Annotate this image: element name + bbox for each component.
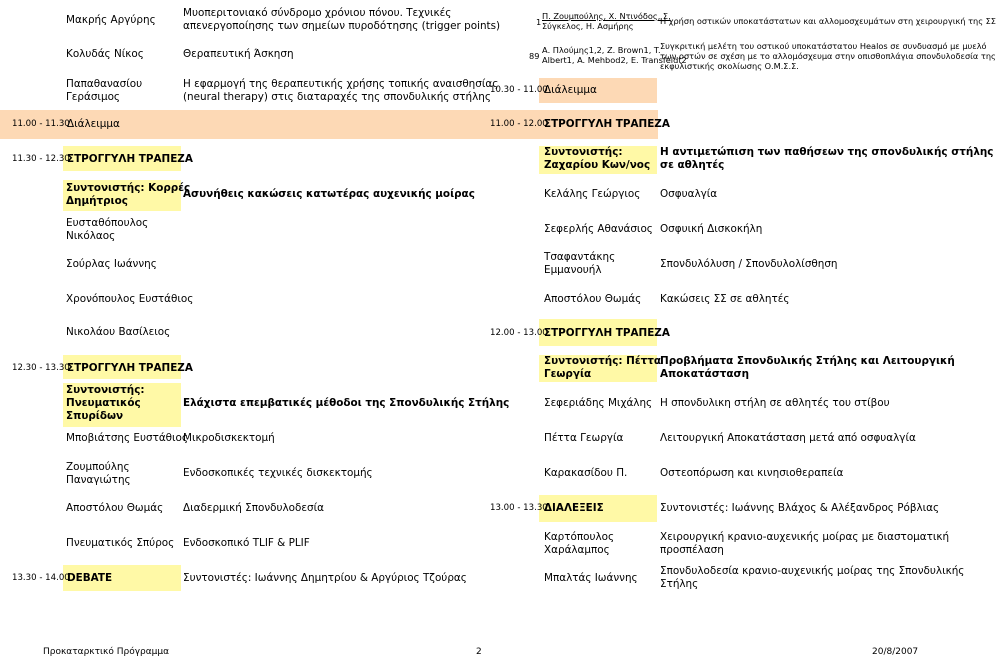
speaker-name: Καρακασίδου Π.: [544, 467, 628, 479]
session-title: Προβλήματα Σπονδυλικής Στήλης και Λειτουργική: [660, 355, 955, 367]
speaker-name: Σεφερλής Αθανάσιος: [544, 223, 653, 235]
abstract-title: εκφυλιστικής σκολίωσης Ο.Μ.Σ.Σ.: [660, 61, 799, 71]
session-title: σε αθλητές: [660, 159, 725, 171]
coordinator: Συντονιστής:: [544, 146, 623, 158]
session-time: 13.30 - 14.00: [12, 573, 70, 583]
talk-title: Λειτουργική Αποκατάσταση μετά από οσφυαλγία: [660, 432, 916, 444]
speaker-name: Πέττα Γεωργία: [544, 432, 624, 444]
session-time: 12.30 - 13.30: [12, 363, 70, 373]
session-title: Αποκατάσταση: [660, 368, 750, 380]
coordinator: Συντονιστής: Πέττα: [544, 355, 662, 367]
talk-title: προσπέλαση: [660, 544, 724, 556]
speaker-name: Μπαλτάς Ιωάννης: [544, 572, 638, 584]
session-label: ΣΤΡΟΓΓΥΛΗ ΤΡΑΠΕΖΑ: [544, 327, 670, 339]
coordinator: Συντονιστής:: [66, 384, 145, 396]
talk-title: Σπονδυλοδεσία κρανιο-αυχενικής μοίρας της Σπονδυλικής: [660, 565, 965, 577]
abstract-authors: Σύγκελος, Η. Ασμήρης: [542, 21, 634, 31]
talk-title: Σπονδυλόλυση / Σπονδυλολίσθηση: [660, 258, 838, 270]
speaker-name: Αποστόλου Θωμάς: [66, 502, 164, 514]
speaker-name: Πνευματικός Σπύρος: [66, 537, 175, 549]
session-label: ΣΤΡΟΓΓΥΛΗ ΤΡΑΠΕΖΑ: [67, 362, 193, 374]
talk-title: απενεργοποίησης των σημείων πυροδότησης (trigger points): [183, 20, 501, 32]
speaker-name: Αποστόλου Θωμάς: [544, 293, 642, 305]
break-label: Διάλειμμα: [544, 84, 597, 96]
speaker-name: Κολυδάς Νίκος: [66, 48, 144, 60]
session-label: ΣΤΡΟΓΓΥΛΗ ΤΡΑΠΕΖΑ: [544, 118, 670, 130]
abstract-authors: Albert1, A. Mehbod2, E. Transfeldt2: [542, 55, 687, 65]
session-title: Ελάχιστα επεμβατικές μέθοδοι της Σπονδυλικής Στήλης: [183, 397, 510, 409]
page-number: 2: [476, 647, 482, 657]
talk-title: Η σπονδυλικη στήλη σε αθλητές του στίβου: [660, 397, 890, 409]
session-label: DEBATE: [67, 572, 113, 584]
coordinator: Συντονιστής: Κορρές: [66, 182, 191, 194]
speaker-name: Σούρλας Ιωάννης: [66, 258, 157, 270]
abstract-title: των οστών σε σχέση με το αλλομόσχευμα στην οπισθοπλάγια σπονδυλοδεσία της: [660, 51, 996, 61]
speaker-name: Τσαφαντάκης: [544, 251, 616, 263]
speaker-name: Παναγιώτης: [66, 474, 131, 486]
speaker-name: Σεφεριάδης Μιχάλης: [544, 397, 653, 409]
talk-title: Στήλης: [660, 578, 699, 590]
speaker-name: Νικόλαος: [66, 230, 116, 242]
abstract-number: 1: [536, 17, 542, 27]
talk-title: Οστεοπόρωση και κινησιοθεραπεία: [660, 467, 844, 479]
coordinator: Συντονιστές: Ιωάννης Βλάχος & Αλέξανδρος Ρόβλιας: [660, 502, 940, 514]
coordinator: Δημήτριος: [66, 195, 128, 207]
speaker-name: Καρτόπουλος: [544, 531, 615, 543]
speaker-name: Γεράσιμος: [66, 91, 121, 103]
speaker-name: Νικολάου Βασίλειος: [66, 326, 171, 338]
coordinator: Ζαχαρίου Κων/νος: [544, 159, 651, 171]
session-time: 10.30 - 11.00: [490, 85, 548, 95]
talk-title: Μυοπεριτονιακό σύνδρομο χρόνιου πόνου. Τεχνικές: [183, 7, 452, 19]
coordinator: Γεωργία: [544, 368, 592, 380]
abstract-authors: Α. Πλούμης1,2, Ζ. Brown1, T.: [542, 45, 661, 55]
session-title: Ασυνήθεις κακώσεις κατωτέρας αυχενικής μοίρας: [183, 188, 475, 200]
talk-title: Η εφαρμογή της θεραπευτικής χρήσης τοπικής αναισθησίας: [183, 78, 499, 90]
session-label: ΣΤΡΟΓΓΥΛΗ ΤΡΑΠΕΖΑ: [67, 153, 193, 165]
coordinator: Σπυρίδων: [66, 410, 124, 422]
speaker-name: Ζουμπούλης: [66, 461, 130, 473]
talk-title: Χειρουργική κρανιο-αυχενικής μοίρας με διαστοματική: [660, 531, 950, 543]
speaker-name: Κελάλης Γεώργιος: [544, 188, 641, 200]
abstract-number: 89: [529, 51, 540, 61]
session-time: 11.00 - 12.00: [490, 119, 548, 129]
talk-title: Οσφυαλγία: [660, 188, 718, 200]
abstract-authors: Π. Ζουμπούλης, Χ. Ντινόδος, Σ.: [542, 11, 671, 21]
talk-title: Κακώσεις ΣΣ σε αθλητές: [660, 293, 790, 305]
abstract-title: Η χρήση οστικών υποκατάστατων και αλλομοσχευμάτων στη χειρουργική της ΣΣ: [660, 16, 996, 26]
speaker-name: Παπαθανασίου: [66, 78, 143, 90]
session-title: Η αντιμετώπιση των παθήσεων της σπονδυλικής στήλης: [660, 146, 994, 158]
coordinator: Συντονιστές: Ιωάννης Δημητρίου & Αργύριος Τζούρας: [183, 572, 467, 584]
talk-title: Μικροδισκεκτομή: [183, 432, 275, 444]
footer-title: Προκαταρκτικό Πρόγραμμα: [43, 647, 170, 657]
footer-date: 20/8/2007: [872, 647, 919, 657]
talk-title: Θεραπευτική Άσκηση: [183, 48, 294, 60]
speaker-name: Ευσταθόπουλος: [66, 217, 149, 229]
speaker-name: Εμμανουήλ: [544, 264, 602, 276]
speaker-name: Χαράλαμπος: [544, 544, 610, 556]
coordinator: Πνευματικός: [66, 397, 141, 409]
session-time: 12.00 - 13.00: [490, 328, 548, 338]
speaker-name: Μποβιάτσης Ευστάθιος: [66, 432, 188, 444]
session-label: ΔΙΑΛΕΞΕΙΣ: [544, 502, 604, 514]
talk-title: Διαδερμική Σπονδυλοδεσία: [183, 502, 324, 514]
talk-title: Οσφυική Δισκοκήλη: [660, 223, 763, 235]
talk-title: (neural therapy) στις διαταραχές της σπονδυλικής στήλης: [183, 91, 491, 103]
speaker-name: Μακρής Αργύρης: [66, 14, 156, 26]
session-time: 11.30 - 12.30: [12, 154, 70, 164]
talk-title: Ενδοσκοπικό TLIF & PLIF: [183, 537, 310, 549]
abstract-title: Συγκριτική μελέτη του οστικού υποκατάστατου Healos σε συνδυασμό με μυελό: [660, 41, 987, 51]
session-time: 13.00 - 13.30: [490, 503, 548, 513]
session-time: 11.00 - 11.30: [12, 119, 70, 129]
speaker-name: Χρονόπουλος Ευστάθιος: [66, 293, 194, 305]
talk-title: Ενδοσκοπικές τεχνικές δισκεκτομής: [183, 467, 373, 479]
break-label: Διάλειμμα: [67, 118, 120, 130]
